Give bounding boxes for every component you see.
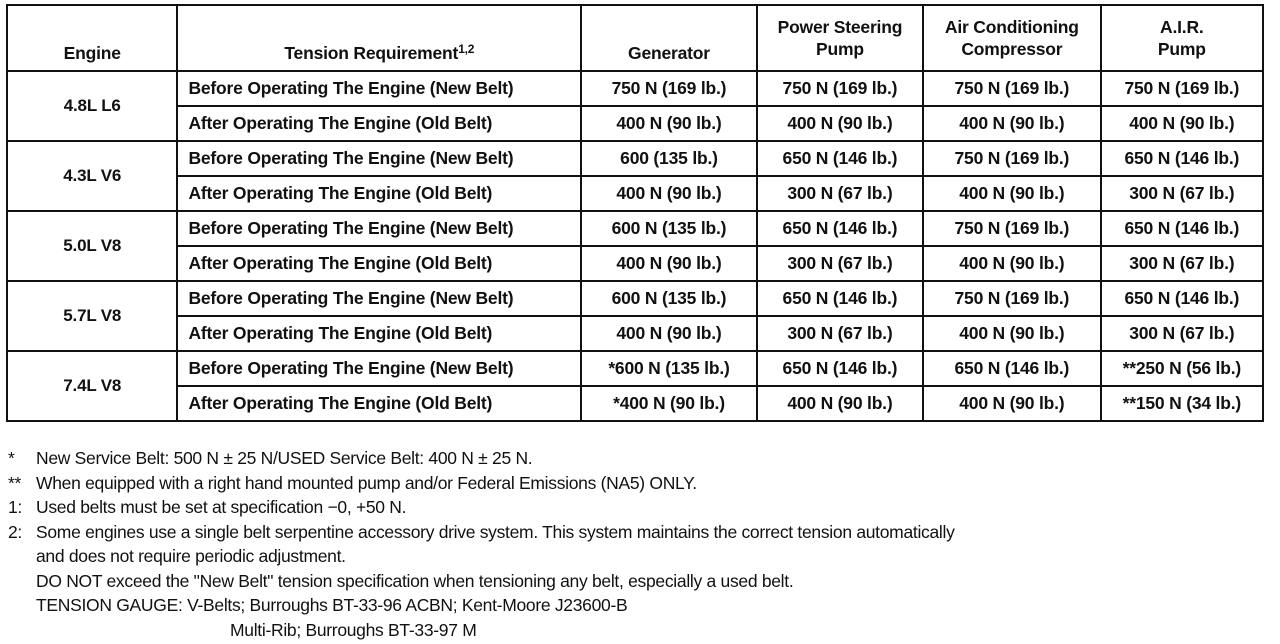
power-steering-value: 300 N (67 lb.) <box>757 316 923 351</box>
footnote-marker: 1: <box>8 497 22 517</box>
footnote-text: Some engines use a single belt serpentine accessory drive system. This system maintains the correct tension automatically <box>36 521 955 542</box>
air-pump-value: 300 N (67 lb.) <box>1101 316 1263 351</box>
air-conditioning-value: 750 N (169 lb.) <box>923 71 1101 106</box>
air-pump-value: 650 N (146 lb.) <box>1101 281 1263 316</box>
power-steering-value: 650 N (146 lb.) <box>757 351 923 386</box>
engine-cell: 7.4L V8 <box>7 351 177 421</box>
power-steering-value: 750 N (169 lb.) <box>757 71 923 106</box>
air-conditioning-value: 400 N (90 lb.) <box>923 316 1101 351</box>
table-header-row <box>7 5 1263 71</box>
air-conditioning-header: Air Conditioning Compressor <box>923 5 1101 71</box>
power-steering-value: 300 N (67 lb.) <box>757 176 923 211</box>
air-conditioning-value: 400 N (90 lb.) <box>923 246 1101 281</box>
footnotes <box>8 446 1276 642</box>
air-pump-value: **250 N (56 lb.) <box>1101 351 1263 386</box>
footnote-text: When equipped with a right hand mounted pump and/or Federal Emissions (NA5) ONLY. <box>36 472 697 493</box>
air-pump-value: 750 N (169 lb.) <box>1101 71 1263 106</box>
engine-cell: 5.0L V8 <box>7 211 177 281</box>
generator-value: 600 N (135 lb.) <box>581 281 757 316</box>
engine-cell: 5.7L V8 <box>7 281 177 351</box>
footnote <box>8 520 1276 545</box>
air-pump-value: 400 N (90 lb.) <box>1101 106 1263 141</box>
footnote-warning: DO NOT exceed the "New Belt" tension specification when tensioning any belt, especially a used belt. <box>36 570 794 591</box>
tension-gauge-multirib: Multi-Rib; Burroughs BT-33-97 M <box>230 619 477 640</box>
tension-requirement-header: Tension Requirement$^{1,2}$ <box>177 5 581 71</box>
air-pump-value: 650 N (146 lb.) <box>1101 211 1263 246</box>
power-steering-value: 300 N (67 lb.) <box>757 246 923 281</box>
generator-header: Generator <box>581 5 757 71</box>
tension-gauge-vbelts: TENSION GAUGE: V-Belts; Burroughs BT-33-96 ACBN; Kent-Moore J23600-B <box>36 595 628 615</box>
table-row <box>7 176 1263 211</box>
footnote-text: Used belts must be set at specification −0, +50 N. <box>36 497 407 517</box>
generator-value: 400 N (90 lb.) <box>581 316 757 351</box>
footnote-marker: ** <box>8 472 22 493</box>
requirement-cell: Before Operating The Engine (New Belt) <box>177 141 581 176</box>
requirement-cell: After Operating The Engine (Old Belt) <box>177 176 581 211</box>
table-row <box>7 351 1263 386</box>
generator-value: 600 N (135 lb.) <box>581 211 757 246</box>
table-row <box>7 316 1263 351</box>
power-steering-value: 400 N (90 lb.) <box>757 106 923 141</box>
power-steering-header: Power Steering Pump <box>757 5 923 71</box>
requirement-cell: After Operating The Engine (Old Belt) <box>177 106 581 141</box>
footnote-marker: * <box>8 448 15 468</box>
generator-value: 400 N (90 lb.) <box>581 176 757 211</box>
air-pump-value: 300 N (67 lb.) <box>1101 246 1263 281</box>
generator-value: *600 N (135 lb.) <box>581 351 757 386</box>
air-conditioning-value: 750 N (169 lb.) <box>923 281 1101 316</box>
footnote <box>8 446 1276 471</box>
air-conditioning-value: 750 N (169 lb.) <box>923 211 1101 246</box>
table-row <box>7 71 1263 106</box>
requirement-cell: Before Operating The Engine (New Belt) <box>177 281 581 316</box>
air-conditioning-value: 650 N (146 lb.) <box>923 351 1101 386</box>
power-steering-value: 650 N (146 lb.) <box>757 281 923 316</box>
footnote <box>8 471 1276 496</box>
requirement-cell: Before Operating The Engine (New Belt) <box>177 351 581 386</box>
belt-tension-table <box>6 4 1264 422</box>
table-row <box>7 386 1263 421</box>
air-pump-value: 650 N (146 lb.) <box>1101 141 1263 176</box>
table-row <box>7 106 1263 141</box>
table-row <box>7 211 1263 246</box>
footnote-text: New Service Belt: 500 N ± 25 N/USED Service Belt: 400 N ± 25 N. <box>36 448 533 468</box>
power-steering-value: 400 N (90 lb.) <box>757 386 923 421</box>
table-row <box>7 281 1263 316</box>
power-steering-value: 650 N (146 lb.) <box>757 211 923 246</box>
requirement-cell: After Operating The Engine (Old Belt) <box>177 246 581 281</box>
engine-cell: 4.8L L6 <box>7 71 177 141</box>
air-pump-value: **150 N (34 lb.) <box>1101 386 1263 421</box>
table-row <box>7 246 1263 281</box>
requirement-cell: After Operating The Engine (Old Belt) <box>177 316 581 351</box>
footnote <box>8 495 1276 520</box>
table-row <box>7 141 1263 176</box>
air-conditioning-value: 400 N (90 lb.) <box>923 106 1101 141</box>
air-conditioning-value: 750 N (169 lb.) <box>923 141 1101 176</box>
engine-cell: 4.3L V6 <box>7 141 177 211</box>
generator-value: 400 N (90 lb.) <box>581 106 757 141</box>
generator-value: 600 (135 lb.) <box>581 141 757 176</box>
requirement-cell: Before Operating The Engine (New Belt) <box>177 71 581 106</box>
generator-value: 400 N (90 lb.) <box>581 246 757 281</box>
footnote-reference: 1,2 <box>458 42 475 56</box>
air-pump-value: 300 N (67 lb.) <box>1101 176 1263 211</box>
generator-value: *400 N (90 lb.) <box>581 386 757 421</box>
requirement-cell: Before Operating The Engine (New Belt) <box>177 211 581 246</box>
requirement-cell: After Operating The Engine (Old Belt) <box>177 386 581 421</box>
footnote-continuation: and does not require periodic adjustment. <box>36 546 346 566</box>
air-pump-header: A.I.R. Pump <box>1101 5 1263 71</box>
footnote-marker: 2: <box>8 521 22 542</box>
engine-header: Engine <box>7 5 177 71</box>
generator-value: 750 N (169 lb.) <box>581 71 757 106</box>
power-steering-value: 650 N (146 lb.) <box>757 141 923 176</box>
air-conditioning-value: 400 N (90 lb.) <box>923 386 1101 421</box>
air-conditioning-value: 400 N (90 lb.) <box>923 176 1101 211</box>
